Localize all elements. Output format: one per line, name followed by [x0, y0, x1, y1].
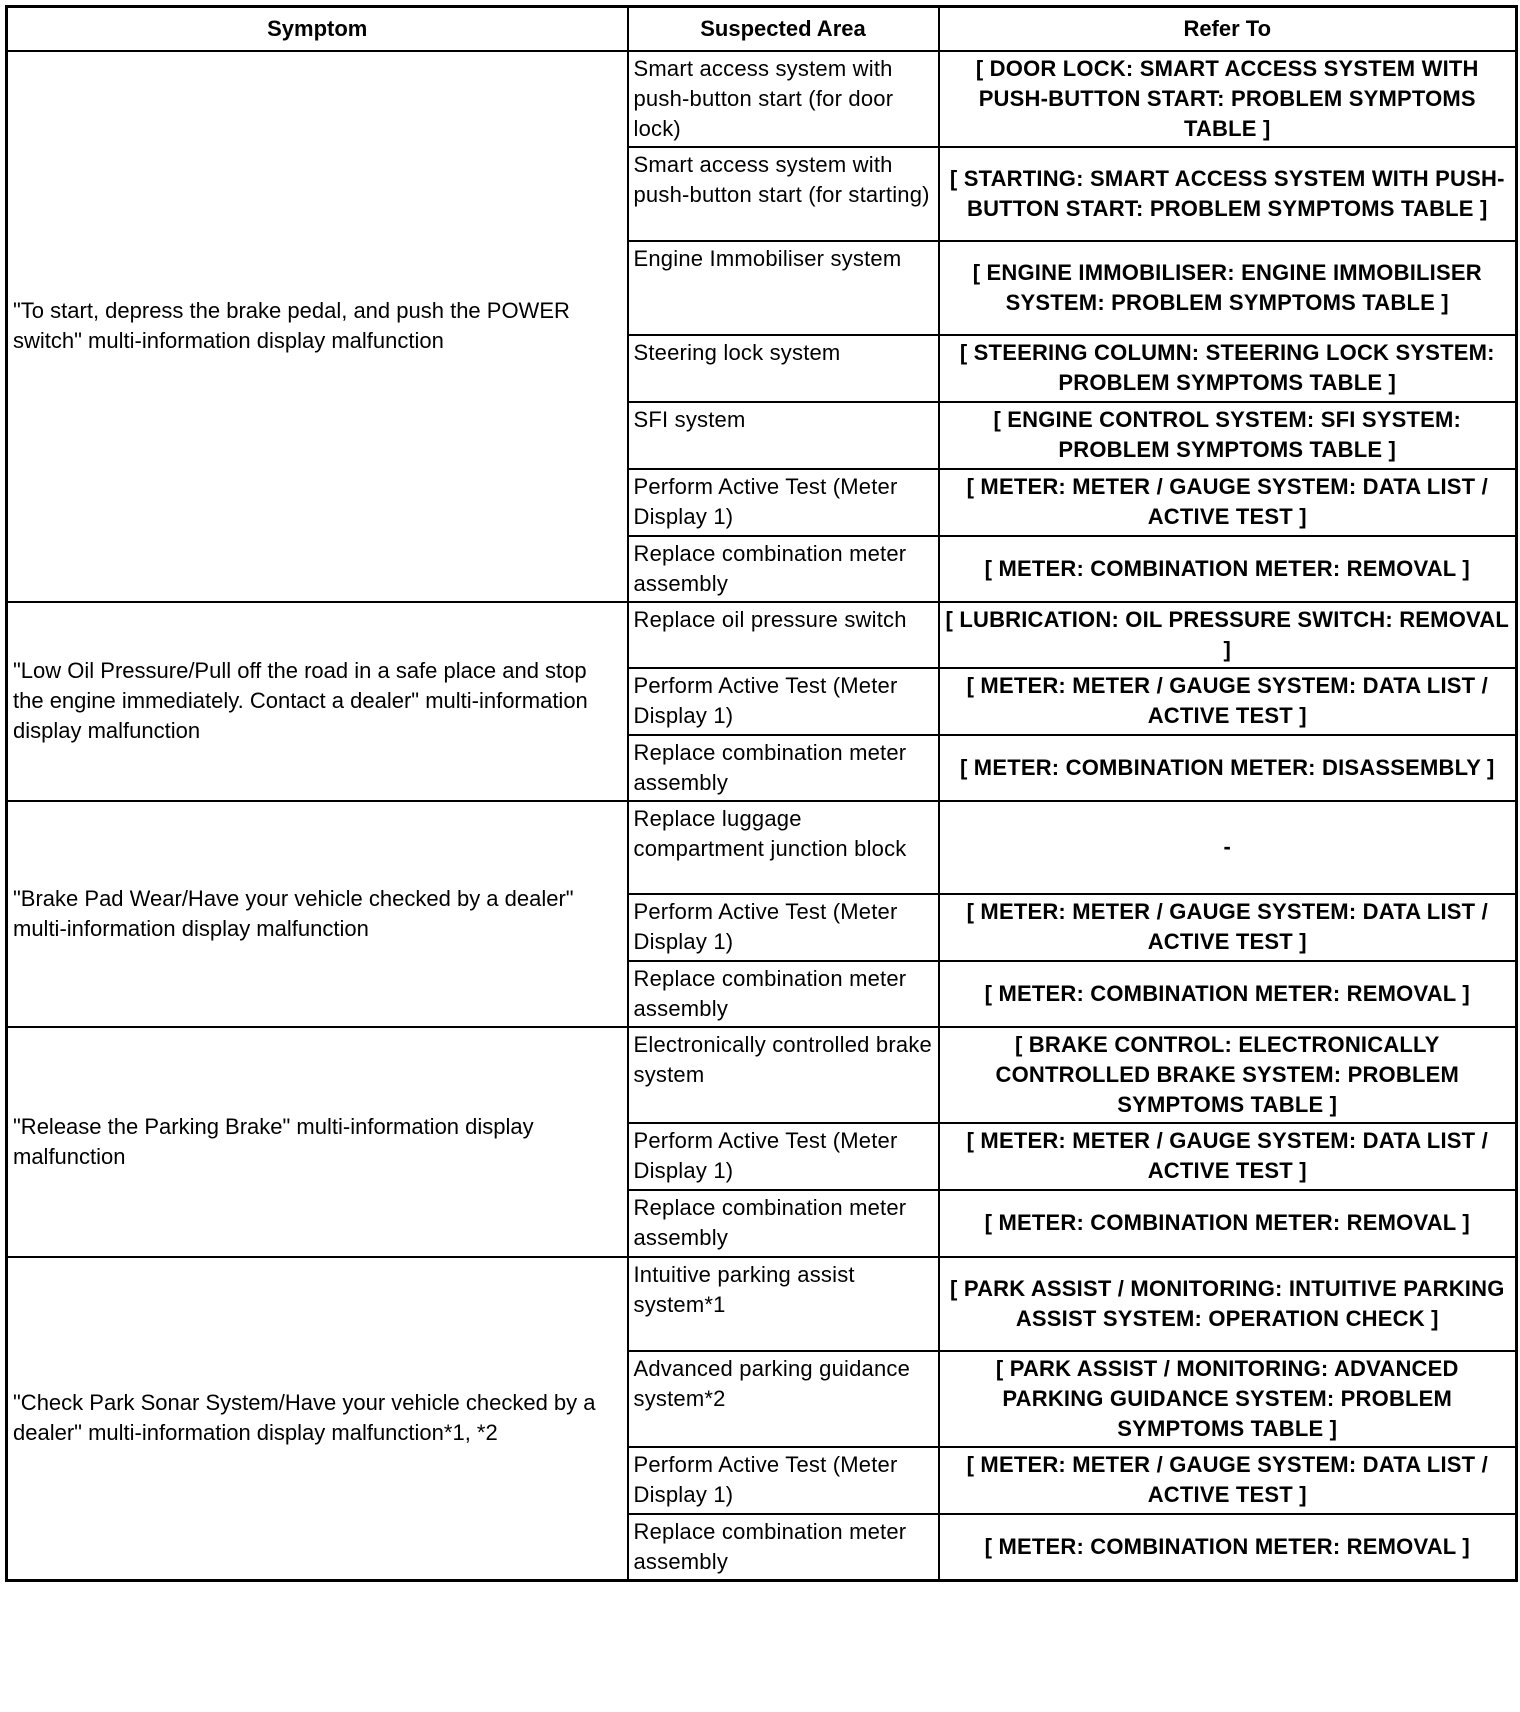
refer-to-cell: [ METER: COMBINATION METER: REMOVAL ]	[939, 961, 1517, 1027]
suspected-area-cell: Replace oil pressure switch	[628, 602, 939, 668]
table-row	[7, 801, 1517, 894]
refer-to-cell: [ PARK ASSIST / MONITORING: ADVANCED PARKING GUIDANCE SYSTEM: PROBLEM SYMPTOMS TABLE ]	[939, 1351, 1517, 1447]
symptom-cell: "Brake Pad Wear/Have your vehicle checked by a dealer" multi-information display malfunction	[7, 801, 628, 1027]
suspected-area-cell: Replace combination meter assembly	[628, 536, 939, 602]
refer-to-cell: [ STEERING COLUMN: STEERING LOCK SYSTEM: PROBLEM SYMPTOMS TABLE ]	[939, 335, 1517, 402]
suspected-area-cell: Steering lock system	[628, 335, 939, 402]
suspected-area-cell: Replace combination meter assembly	[628, 1190, 939, 1257]
table-row	[7, 602, 1517, 668]
symptom-cell: "To start, depress the brake pedal, and push the POWER switch" multi-information display malfunction	[7, 51, 628, 602]
refer-to-cell: [ ENGINE IMMOBILISER: ENGINE IMMOBILISER SYSTEM: PROBLEM SYMPTOMS TABLE ]	[939, 241, 1517, 335]
refer-to-cell: [ ENGINE CONTROL SYSTEM: SFI SYSTEM: PROBLEM SYMPTOMS TABLE ]	[939, 402, 1517, 469]
symptom-cell: "Release the Parking Brake" multi-information display malfunction	[7, 1027, 628, 1257]
refer-to-cell: [ METER: COMBINATION METER: REMOVAL ]	[939, 536, 1517, 602]
refer-to-cell: [ DOOR LOCK: SMART ACCESS SYSTEM WITH PUSH-BUTTON START: PROBLEM SYMPTOMS TABLE ]	[939, 51, 1517, 147]
suspected-area-cell: Replace combination meter assembly	[628, 735, 939, 801]
header-symptom: Symptom	[7, 7, 628, 51]
suspected-area-cell: Perform Active Test (Meter Display 1)	[628, 1123, 939, 1190]
refer-to-cell: [ METER: METER / GAUGE SYSTEM: DATA LIST / ACTIVE TEST ]	[939, 1447, 1517, 1514]
suspected-area-cell: Engine Immobiliser system	[628, 241, 939, 335]
refer-to-cell: -	[939, 801, 1517, 894]
suspected-area-cell: Perform Active Test (Meter Display 1)	[628, 894, 939, 961]
suspected-area-cell: Smart access system with push-button start (for starting)	[628, 147, 939, 241]
table-body	[7, 51, 1517, 1581]
suspected-area-cell: Intuitive parking assist system*1	[628, 1257, 939, 1351]
refer-to-cell: [ METER: COMBINATION METER: DISASSEMBLY ]	[939, 735, 1517, 801]
refer-to-cell: [ METER: METER / GAUGE SYSTEM: DATA LIST / ACTIVE TEST ]	[939, 894, 1517, 961]
suspected-area-cell: Smart access system with push-button start (for door lock)	[628, 51, 939, 147]
suspected-area-cell: Perform Active Test (Meter Display 1)	[628, 469, 939, 536]
refer-to-cell: [ PARK ASSIST / MONITORING: INTUITIVE PARKING ASSIST SYSTEM: OPERATION CHECK ]	[939, 1257, 1517, 1351]
suspected-area-cell: Replace luggage compartment junction block	[628, 801, 939, 894]
header-suspected-area: Suspected Area	[628, 7, 939, 51]
suspected-area-cell: SFI system	[628, 402, 939, 469]
table-header-row	[7, 7, 1517, 51]
refer-to-cell: [ METER: COMBINATION METER: REMOVAL ]	[939, 1514, 1517, 1581]
table-row	[7, 1257, 1517, 1351]
table-row	[7, 51, 1517, 147]
suspected-area-cell: Perform Active Test (Meter Display 1)	[628, 668, 939, 735]
header-refer-to: Refer To	[939, 7, 1517, 51]
refer-to-cell: [ STARTING: SMART ACCESS SYSTEM WITH PUSH-BUTTON START: PROBLEM SYMPTOMS TABLE ]	[939, 147, 1517, 241]
suspected-area-cell: Advanced parking guidance system*2	[628, 1351, 939, 1447]
refer-to-cell: [ METER: METER / GAUGE SYSTEM: DATA LIST / ACTIVE TEST ]	[939, 469, 1517, 536]
refer-to-cell: [ LUBRICATION: OIL PRESSURE SWITCH: REMOVAL ]	[939, 602, 1517, 668]
suspected-area-cell: Perform Active Test (Meter Display 1)	[628, 1447, 939, 1514]
refer-to-cell: [ BRAKE CONTROL: ELECTRONICALLY CONTROLLED BRAKE SYSTEM: PROBLEM SYMPTOMS TABLE ]	[939, 1027, 1517, 1123]
suspected-area-cell: Replace combination meter assembly	[628, 1514, 939, 1581]
table-row	[7, 1027, 1517, 1123]
symptom-cell: "Check Park Sonar System/Have your vehicle checked by a dealer" multi-information display malfunction*1, *2	[7, 1257, 628, 1581]
symptom-cell: "Low Oil Pressure/Pull off the road in a safe place and stop the engine immediately. Contact a dealer" multi-information display malfunction	[7, 602, 628, 801]
refer-to-cell: [ METER: METER / GAUGE SYSTEM: DATA LIST / ACTIVE TEST ]	[939, 668, 1517, 735]
suspected-area-cell: Electronically controlled brake system	[628, 1027, 939, 1123]
refer-to-cell: [ METER: COMBINATION METER: REMOVAL ]	[939, 1190, 1517, 1257]
problem-symptoms-table	[5, 5, 1518, 1582]
refer-to-cell: [ METER: METER / GAUGE SYSTEM: DATA LIST / ACTIVE TEST ]	[939, 1123, 1517, 1190]
suspected-area-cell: Replace combination meter assembly	[628, 961, 939, 1027]
